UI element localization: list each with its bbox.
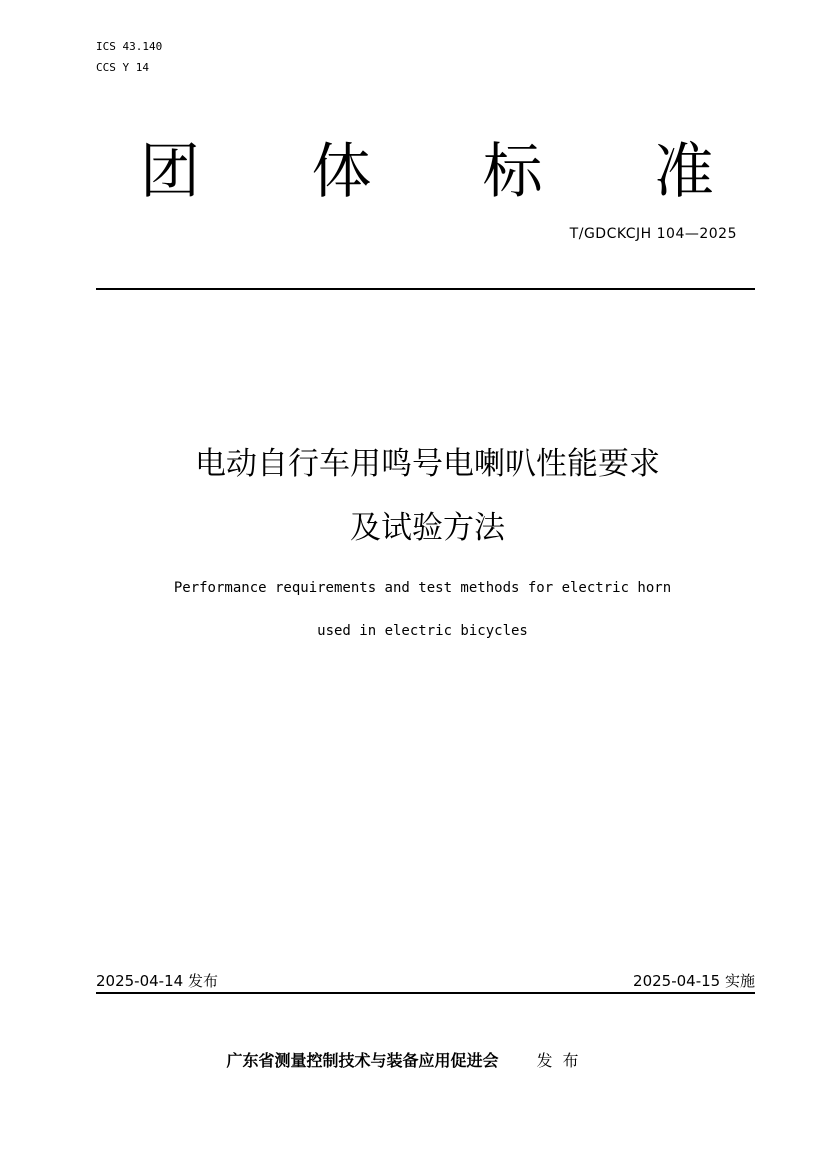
title-char-4: 准 [653,137,714,207]
chinese-title-line-1: 电动自行车用鸣号电喇叭性能要求 [195,446,660,482]
standard-type-title [140,136,714,208]
english-title-line-1: Performance requirements and test methods for electric horn [173,580,672,596]
title-char-1: 团 [140,137,200,207]
standard-number: T/GDCKCJH 104—2025 [569,226,737,242]
issue-date: 2025-04-14 发布 [96,972,218,990]
ccs-code: CCS Y 14 [96,61,149,74]
english-title-line-2: used in electric bicycles [317,623,528,639]
bottom-divider [96,992,755,994]
publisher-line [0,1050,815,1072]
publisher-action: 发布 [536,1051,589,1070]
title-char-3: 标 [482,137,543,207]
ics-code: ICS 43.140 [96,40,163,53]
top-divider [96,288,755,290]
title-char-2: 体 [311,137,372,207]
chinese-title-line-2: 及试验方法 [350,510,505,546]
classification-codes [96,36,162,78]
publisher-name: 广东省测量控制技术与装备应用促进会 [226,1051,499,1070]
implementation-date: 2025-04-15 实施 [633,972,755,990]
